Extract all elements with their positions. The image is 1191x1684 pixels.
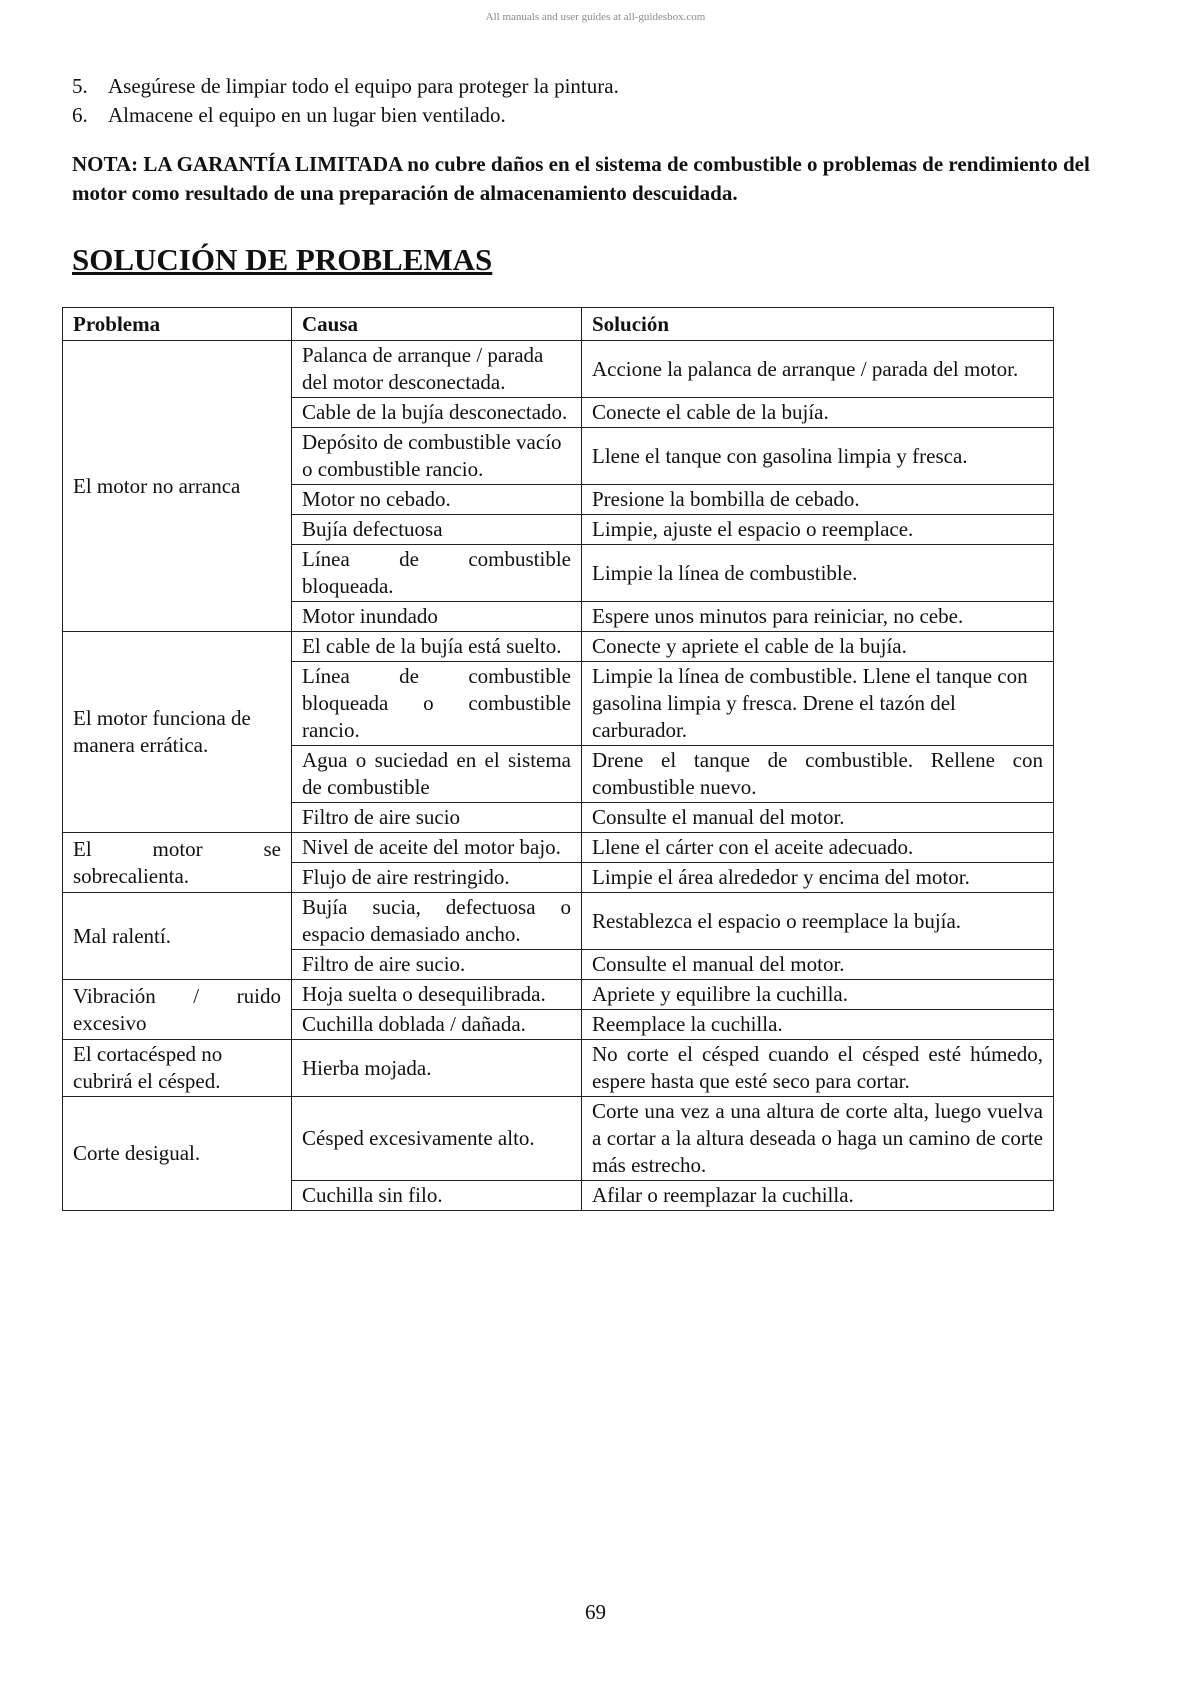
troubleshooting-table (62, 307, 1054, 1211)
storage-steps-list (72, 72, 1072, 130)
solution-cell: Llene el cárter con el aceite adecuado. (582, 833, 1054, 863)
column-header-problema: Problema (63, 308, 292, 341)
cause-cell: Filtro de aire sucio (292, 803, 582, 833)
cause-cell: Motor no cebado. (292, 485, 582, 515)
cause-cell: Bujía defectuosa (292, 515, 582, 545)
problem-cell: Vibración / ruido excesivo (63, 980, 292, 1040)
solution-cell: Presione la bombilla de cebado. (582, 485, 1054, 515)
problem-cell: Mal ralentí. (63, 893, 292, 980)
table-row (63, 1040, 1054, 1097)
solution-cell: Limpie la línea de combustible. Llene el tanque con gasolina limpia y fresca. Drene el tazón del carburador. (582, 662, 1054, 746)
cause-cell: Nivel de aceite del motor bajo. (292, 833, 582, 863)
table-row (63, 980, 1054, 1010)
cause-cell: Cuchilla sin filo. (292, 1181, 582, 1211)
table-row (63, 1097, 1054, 1181)
table-row (63, 833, 1054, 863)
step-text: Asegúrese de limpiar todo el equipo para proteger la pintura. (108, 74, 619, 98)
table-row (63, 632, 1054, 662)
solution-cell: Limpie, ajuste el espacio o reemplace. (582, 515, 1054, 545)
problem-cell: El motor se sobrecalienta. (63, 833, 292, 893)
solution-cell: Llene el tanque con gasolina limpia y fresca. (582, 428, 1054, 485)
page-title: SOLUCIÓN DE PROBLEMAS (72, 242, 493, 277)
step-number: 6. (72, 103, 88, 127)
problem-cell: El motor no arranca (63, 341, 292, 632)
solution-cell: Consulte el manual del motor. (582, 950, 1054, 980)
cause-cell: Hoja suelta o desequilibrada. (292, 980, 582, 1010)
watermark-text: All manuals and user guides at all-guidesbox.com (485, 11, 706, 23)
cause-cell: Hierba mojada. (292, 1040, 582, 1097)
table-row (63, 893, 1054, 950)
solution-cell: Reemplace la cuchilla. (582, 1010, 1054, 1040)
cause-cell: Bujía sucia, defectuosa o espacio demasiado ancho. (292, 893, 582, 950)
solution-cell: Limpie la línea de combustible. (582, 545, 1054, 602)
solution-cell: Accione la palanca de arranque / parada del motor. (582, 341, 1054, 398)
list-item (72, 101, 1072, 130)
solution-cell: Apriete y equilibre la cuchilla. (582, 980, 1054, 1010)
problem-cell: Corte desigual. (63, 1097, 292, 1211)
solution-cell: Corte una vez a una altura de corte alta, luego vuelva a cortar a la altura deseada o haga un camino de corte más estrecho. (582, 1097, 1054, 1181)
cause-cell: Cuchilla doblada / dañada. (292, 1010, 582, 1040)
list-item (72, 72, 1072, 101)
solution-cell: Conecte y apriete el cable de la bujía. (582, 632, 1054, 662)
solution-cell: Conecte el cable de la bujía. (582, 398, 1054, 428)
cause-cell: Filtro de aire sucio. (292, 950, 582, 980)
column-header-causa: Causa (292, 308, 582, 341)
step-number: 5. (72, 74, 88, 98)
warranty-note: NOTA: LA GARANTÍA LIMITADA no cubre daños en el sistema de combustible o problemas de rendimiento del motor como resultado de una preparación de almacenamiento descuidada. (72, 152, 1090, 205)
solution-cell: Afilar o reemplazar la cuchilla. (582, 1181, 1054, 1211)
cause-cell: Palanca de arranque / parada del motor desconectada. (292, 341, 582, 398)
solution-cell: Restablezca el espacio o reemplace la bujía. (582, 893, 1054, 950)
cause-cell: El cable de la bujía está suelto. (292, 632, 582, 662)
column-header-solucion: Solución (582, 308, 1054, 341)
step-text: Almacene el equipo en un lugar bien ventilado. (108, 103, 506, 127)
cause-cell: Césped excesivamente alto. (292, 1097, 582, 1181)
solution-cell: Espere unos minutos para reiniciar, no cebe. (582, 602, 1054, 632)
page-number: 69 (585, 1600, 606, 1624)
cause-cell: Cable de la bujía desconectado. (292, 398, 582, 428)
table-row (63, 341, 1054, 398)
solution-cell: Drene el tanque de combustible. Rellene con combustible nuevo. (582, 746, 1054, 803)
cause-cell: Línea de combustible bloqueada. (292, 545, 582, 602)
cause-cell: Depósito de combustible vacío o combustible rancio. (292, 428, 582, 485)
problem-cell: El cortacésped no cubrirá el césped. (63, 1040, 292, 1097)
problem-cell: El motor funciona de manera errática. (63, 632, 292, 833)
cause-cell: Motor inundado (292, 602, 582, 632)
solution-cell: Limpie el área alrededor y encima del motor. (582, 863, 1054, 893)
solution-cell: Consulte el manual del motor. (582, 803, 1054, 833)
cause-cell: Agua o suciedad en el sistema de combustible (292, 746, 582, 803)
cause-cell: Flujo de aire restringido. (292, 863, 582, 893)
solution-cell: No corte el césped cuando el césped esté húmedo, espere hasta que esté seco para cortar. (582, 1040, 1054, 1097)
table-header-row (63, 308, 1054, 341)
cause-cell: Línea de combustible bloqueada o combustible rancio. (292, 662, 582, 746)
